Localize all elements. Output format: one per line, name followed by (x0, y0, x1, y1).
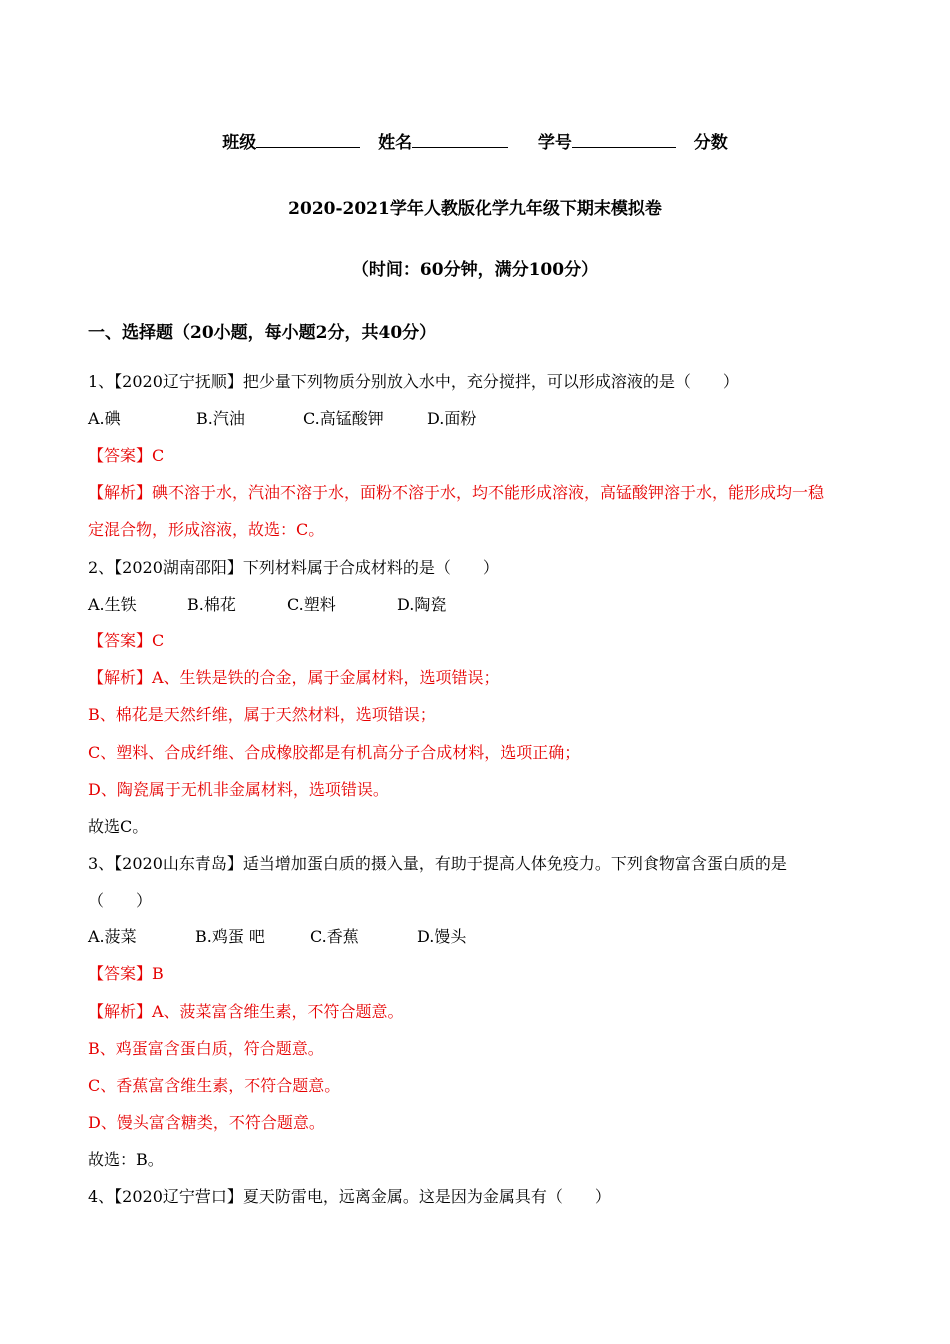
question-3-analysis-line: 【解析】A、菠菜富含维生素，不符合题意。 (88, 1002, 404, 1021)
question-3-answer: 【答案】B (88, 964, 164, 983)
question-2-analysis-line: D、陶瓷属于无机非金属材料，选项错误。 (88, 780, 389, 799)
student-info-line (0, 131, 950, 155)
question-3-analysis-line: D、馒头富含糖类，不符合题意。 (88, 1113, 325, 1132)
question-3-analysis-line: B、鸡蛋富含蛋白质，符合题意。 (88, 1039, 324, 1058)
option-c: C.塑料 (287, 595, 336, 614)
number-label: 学号 (537, 133, 572, 153)
question-2-answer: 【答案】C (88, 631, 165, 650)
question-1-analysis: 【解析】碘不溶于水，汽油不溶于水，面粉不溶于水，均不能形成溶液，高锰酸钾溶于水，能形成均一稳 (88, 483, 825, 502)
option-a: A.菠菜 (88, 927, 137, 946)
option-a: A.碘 (88, 409, 121, 428)
option-c: C.香蕉 (310, 927, 359, 946)
question-2-analysis-line: C、塑料、合成纤维、合成橡胶都是有机高分子合成材料，选项正确； (88, 743, 581, 762)
question-1-analysis-cont: 定混合物，形成溶液，故选：C。 (88, 520, 325, 539)
question-3-stem-cont: （ ） (88, 891, 153, 910)
exam-title: 2020-2021学年人教版化学九年级下期末模拟卷 (288, 199, 662, 219)
question-2-analysis-line: B、棉花是天然纤维，属于天然材料，选项错误； (88, 705, 436, 724)
question-3-analysis-line: C、香蕉富含维生素，不符合题意。 (88, 1076, 341, 1095)
question-2-analysis-line: 【解析】A、生铁是铁的合金，属于金属材料，选项错误； (88, 668, 500, 687)
option-d: D.陶瓷 (397, 595, 447, 614)
question-2-conclusion: 故选C。 (88, 817, 149, 836)
name-blank[interactable] (412, 131, 508, 148)
option-b: B.鸡蛋 吧 (195, 927, 265, 946)
class-blank[interactable] (256, 131, 360, 148)
number-blank[interactable] (572, 131, 676, 148)
option-b: B.汽油 (196, 409, 245, 428)
question-1-options (88, 408, 476, 430)
option-a: A.生铁 (88, 595, 137, 614)
question-1-answer: 【答案】C (88, 446, 165, 465)
question-1-stem: 1、【2020辽宁抚顺】把少量下列物质分别放入水中，充分搅拌，可以形成溶液的是（ ） (88, 372, 739, 391)
class-label: 班级 (222, 133, 257, 153)
question-3-stem: 3、【2020山东青岛】适当增加蛋白质的摄入量，有助于提高人体免疫力。下列食物富含蛋白质的是 (88, 854, 787, 873)
question-3-options (88, 926, 466, 948)
question-2-options (88, 594, 446, 616)
option-c: C.高锰酸钾 (303, 409, 384, 428)
name-label: 姓名 (378, 133, 413, 153)
exam-subtitle: （时间：60分钟，满分100分） (351, 260, 599, 280)
section-heading: 一、选择题（20小题，每小题2分，共40分） (88, 323, 437, 343)
question-2-stem: 2、【2020湖南邵阳】下列材料属于合成材料的是（ ） (88, 558, 499, 577)
option-d: D.馒头 (417, 927, 467, 946)
question-3-conclusion: 故选：B。 (88, 1150, 164, 1169)
option-b: B.棉花 (187, 595, 236, 614)
score-label: 分数 (693, 133, 728, 153)
option-d: D.面粉 (427, 409, 477, 428)
question-4-stem: 4、【2020辽宁营口】夏天防雷电，远离金属。这是因为金属具有（ ） (88, 1187, 611, 1206)
